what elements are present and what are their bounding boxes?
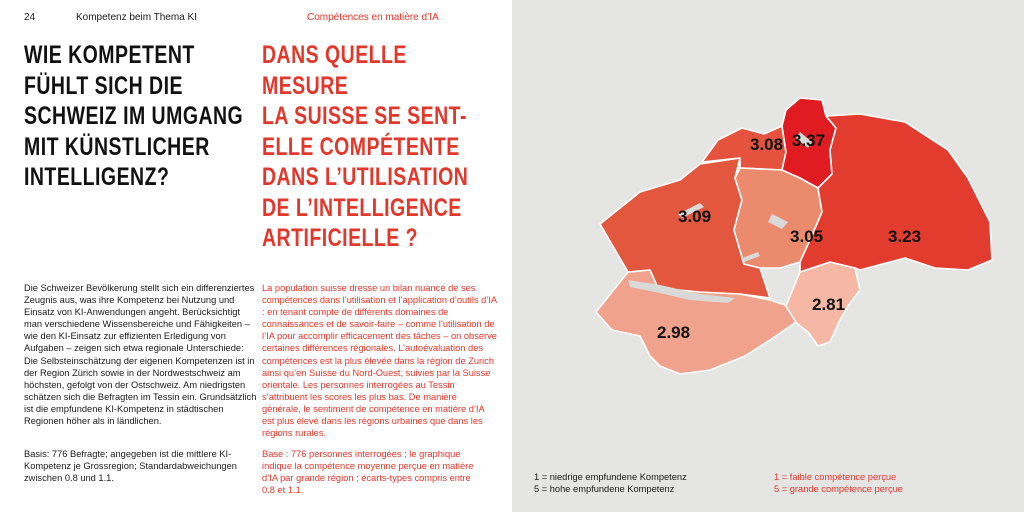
headline-fr-line: ELLE COMPÉTENTE <box>262 132 460 161</box>
headline-de-line: SCHWEIZ IM UMGANG <box>24 102 244 130</box>
page-number: 24 <box>24 12 36 23</box>
headline-de-line: FÜHLT SICH DIE <box>24 71 183 100</box>
value-espace-mittelland: 3.09 <box>678 207 712 226</box>
headline-de-line: WIE KOMPETENT <box>24 41 195 69</box>
headline-fr-line: LA SUISSE SE SENT- <box>262 102 467 130</box>
legend-fr-line: 5 = grande compétence perçue <box>774 484 903 495</box>
basis-note-fr: Base : 776 personnes interrogées ; le graphique indique la compétence moyenne perçue en matière d’IA par grande région ; écarts-types compris entre 0.8 et 1.1. <box>262 449 474 496</box>
value-zentralschweiz: 3.05 <box>790 227 824 246</box>
body-text-fr: La population suisse dresse un bilan nuancé de ses compétences dans l’utilisation et l’application d’outils d’IA : en tenant compte de différents domaines de connaissances et de savoir-faire – comme l’utilisation de l’IA pour accomplir efficacement des tâches – on observe certaines différences régionales. L’autoévaluation des compétences est la plus élevée dans la région de Zurich ainsi qu’en Suisse du Nord-Ouest, suivies par la Suisse orientale. Les personnes interrogées au Tessin s’attribuent les scores les plus bas. De manière générale, le sentiment de compétence en matière d’IA est plus élevé dans les régions urbaines que dans les régions rurales. <box>262 283 497 439</box>
section-title-fr: Compétences en matière d’IA <box>307 12 439 23</box>
headline-fr-line: DE L’INTELLIGENCE <box>262 193 462 222</box>
headline-de-line: MIT KÜNSTLICHER <box>24 132 210 161</box>
section-title-de: Kompetenz beim Thema KI <box>76 12 197 23</box>
legend-de-line: 1 = niedrige empfundene Kompetenz <box>534 472 687 482</box>
value-zurich: 3.37 <box>792 131 826 150</box>
value-genferseeregion: 2.98 <box>657 323 691 342</box>
body-text-de: Die Schweizer Bevölkerung stellt sich ein differenziertes Zeugnis aus, was ihre Kompetenz bei Nutzung und Einsatz von KI-Anwendungen angeht. Berücksichtigt man verschiedene Wissensbereiche und Fähigkeiten – wie den KI-Einsatz zur effizienten Erledigung von Aufgaben – zeigen sich etwa regionale Unterschiede: Die Selbsteinschätzung der eigenen Kompetenzen ist in der Region Zürich sowie in der Nordwestschweiz am höchsten, gefolgt von der Ostschweiz. Am niedrigsten schätzen sich die Befragten im Tessin ein. Grundsätzlich ist die empfundene KI-Kompetenz in städtischen Regionen höher als in ländlichen. <box>24 283 257 427</box>
headline-de-line: INTELLIGENZ? <box>24 163 170 191</box>
basis-note-de: Basis: 776 Befragte; angegeben ist die mittlere KI-Kompetenz je Grossregion; Standardabweichungen zwischen 0.8 und 1.1. <box>24 449 237 484</box>
value-ostschweiz: 3.23 <box>888 227 922 246</box>
value-tessin: 2.81 <box>812 295 846 314</box>
value-nordwestschweiz: 3.08 <box>750 135 784 154</box>
headline-fr-line: DANS QUELLE MESURE <box>262 41 407 100</box>
headline-fr-line: ARTIFICIELLE ? <box>262 224 419 252</box>
headline-de <box>24 40 250 193</box>
switzerland-region-map <box>512 0 1024 512</box>
headline-fr-line: DANS L’UTILISATION <box>262 163 469 191</box>
legend-fr <box>774 471 903 495</box>
legend-de <box>534 471 687 495</box>
legend-de-line: 5 = hohe empfundene Kompetenz <box>534 484 675 495</box>
legend-fr-line: 1 = faible compétence perçue <box>774 472 897 482</box>
headline-fr <box>262 40 496 254</box>
